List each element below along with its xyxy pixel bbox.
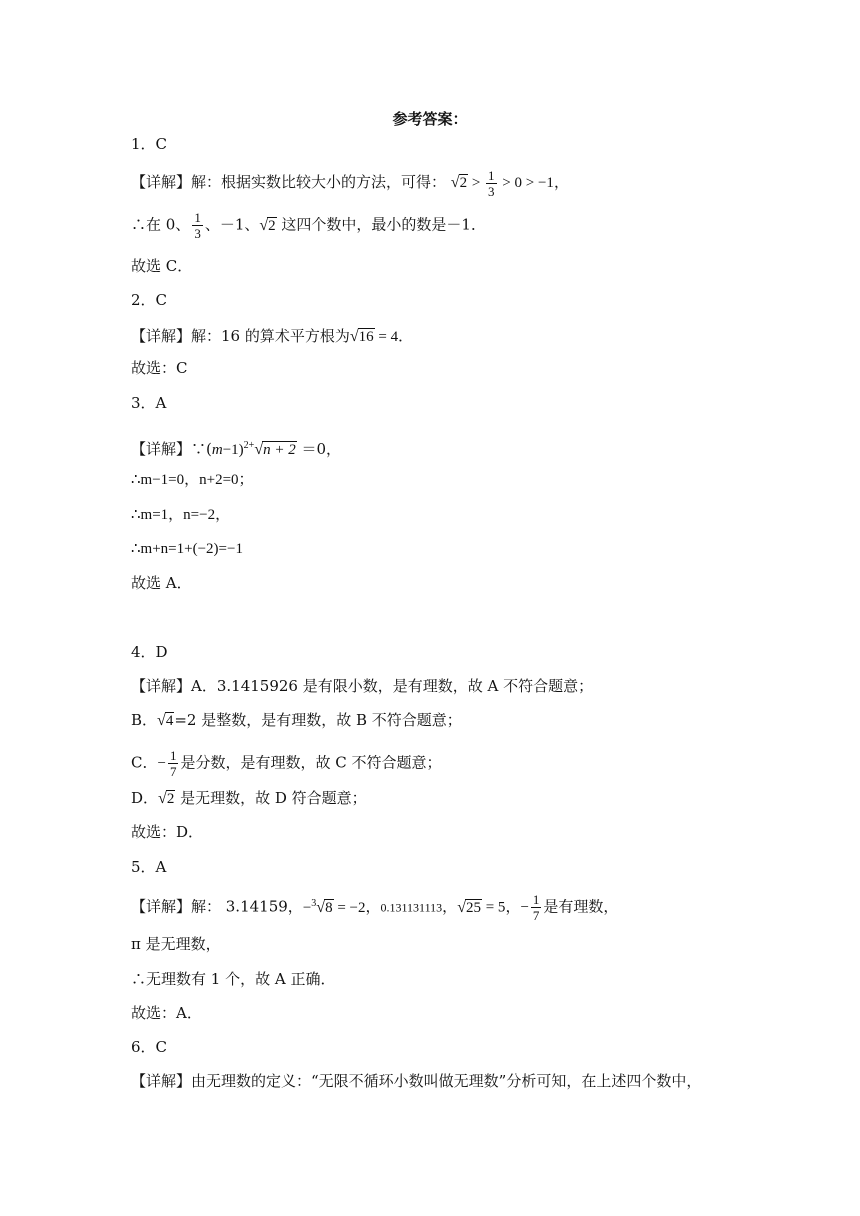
fraction — [531, 892, 542, 923]
q2-conclusion: 故选：C — [131, 359, 188, 377]
sqrt-arg: 25 — [465, 899, 481, 916]
sqrt-arg: n + 2 — [263, 442, 296, 458]
q3-step3: ∴m+n=1+(−2)=−1 — [131, 541, 243, 557]
equation-rest: = 4 — [374, 329, 399, 345]
sqrt-arg: 2 — [166, 791, 175, 807]
q4-option-a: 【详解】A．3.1415926 是有限小数，是有理数，故 A 不符合题意； — [131, 677, 594, 695]
fraction-den: 7 — [532, 908, 540, 923]
cube-root-expression — [302, 897, 366, 916]
sqrt-expression: √2 — [450, 173, 468, 191]
sqrt-arg: 2 — [268, 217, 276, 234]
q2-label: 2．C — [131, 291, 168, 309]
q2-explain-line1 — [131, 326, 413, 347]
q6-explain-line1: 【详解】由无理数的定义：“无限不循环小数叫做无理数”分析可知，在上述四个数中， — [131, 1072, 702, 1090]
fraction-num: 1 — [532, 892, 540, 907]
fraction-den: 3 — [194, 226, 201, 241]
sep: ， — [365, 897, 381, 916]
q4-option-b — [131, 710, 462, 731]
repeating-decimal: 0.131131113 — [380, 900, 443, 915]
q1-explain-line2 — [131, 210, 486, 241]
q5-text: 是有理数， — [543, 897, 619, 916]
q5-explain-line2: π 是无理数， — [131, 935, 221, 953]
sep: ， — [505, 897, 521, 916]
q1-text: 【详解】解：根据实数比较大小的方法，可得： — [131, 172, 447, 191]
q3-conclusion: 故选 A． — [131, 574, 192, 592]
q3-text: −1) — [222, 442, 244, 458]
q4-text: 是无理数，故 D 符合题意； — [175, 789, 367, 807]
equation-rest: = −2 — [333, 899, 366, 916]
q2-text: 【详解】解：16 的算术平方根为 — [131, 327, 350, 345]
q1-explain-line1 — [131, 168, 569, 199]
fraction-den: 3 — [488, 184, 495, 199]
minus-sign: − — [520, 899, 529, 916]
sqrt-expression: √4 — [157, 712, 174, 729]
q4-option-c — [131, 748, 441, 779]
q6-label: 6．C — [131, 1038, 168, 1056]
sqrt-arg: 16 — [358, 329, 374, 345]
q1-text: ∴在 0、 — [131, 215, 191, 234]
equation-rest: = 5 — [481, 899, 506, 916]
q1-inequality — [450, 168, 554, 199]
q4-text: D． — [131, 789, 159, 807]
q4-text: C． — [131, 753, 158, 772]
q4-text: 是分数，是有理数，故 C 不符合题意； — [180, 753, 442, 772]
q3-explain-line1 — [131, 436, 341, 460]
sqrt-arg: 2 — [459, 174, 468, 191]
gt-sign: > — [468, 174, 485, 191]
cube-root: $^3$√8 — [311, 897, 333, 916]
q4-text: =2 是整数，是有理数，故 B 不符合题意； — [174, 711, 462, 729]
sqrt-expression: √25 — [457, 898, 481, 916]
q3-step1: ∴m−1=0，n+2=0； — [131, 472, 254, 488]
q3-text: ＝0， — [296, 440, 342, 458]
superscript: 2+ — [243, 440, 255, 451]
q1-conclusion: 故选 C． — [131, 257, 193, 275]
sep: ， — [442, 897, 458, 916]
sqrt-arg: 4 — [165, 713, 174, 729]
q1-text: 这四个数中，最小的数是－1． — [276, 215, 486, 234]
q5-conclusion: 故选：A． — [131, 1004, 202, 1022]
inequality-rest: > 0 > −1 — [498, 174, 554, 191]
punct: ， — [553, 172, 569, 191]
minus-sign: − — [157, 755, 166, 772]
q3-label: 3．A — [131, 394, 167, 412]
q1-text: 、－1、 — [204, 215, 260, 234]
root-arg: 8 — [325, 899, 333, 916]
q4-text: B． — [131, 711, 158, 729]
q3-step2: ∴m=1，n=−2， — [131, 507, 231, 523]
q5-explain-line1 — [131, 892, 618, 923]
fraction-num: 1 — [488, 168, 495, 183]
punct: ． — [398, 327, 414, 345]
fraction — [192, 210, 203, 241]
q1-label: 1．C — [131, 135, 168, 153]
q4-option-d — [131, 788, 367, 809]
sqrt-expression: √16 — [349, 328, 374, 345]
var-m: m — [211, 442, 223, 458]
sqrt-expression: √2 — [259, 216, 276, 234]
fraction-num: 1 — [169, 748, 177, 763]
page-title: 参考答案： — [392, 110, 468, 128]
fraction-num: 1 — [194, 210, 201, 225]
q5-explain-line3: ∴无理数有 1 个，故 A 正确． — [131, 970, 336, 988]
fraction — [486, 168, 497, 199]
fraction — [168, 748, 179, 779]
q3-text: 【详解】∵( — [131, 440, 212, 458]
sqrt-expression: √2 — [158, 790, 175, 807]
sqrt-expression: √n + 2 — [254, 441, 296, 458]
root-index: 3 — [311, 897, 317, 909]
minus-sign: − — [302, 899, 312, 916]
q4-label: 4．D — [131, 643, 168, 661]
q5-text: 【详解】解： 3.14159， — [131, 897, 303, 916]
q4-conclusion: 故选：D． — [131, 823, 204, 841]
fraction-den: 7 — [169, 764, 177, 779]
q5-label: 5．A — [131, 858, 167, 876]
